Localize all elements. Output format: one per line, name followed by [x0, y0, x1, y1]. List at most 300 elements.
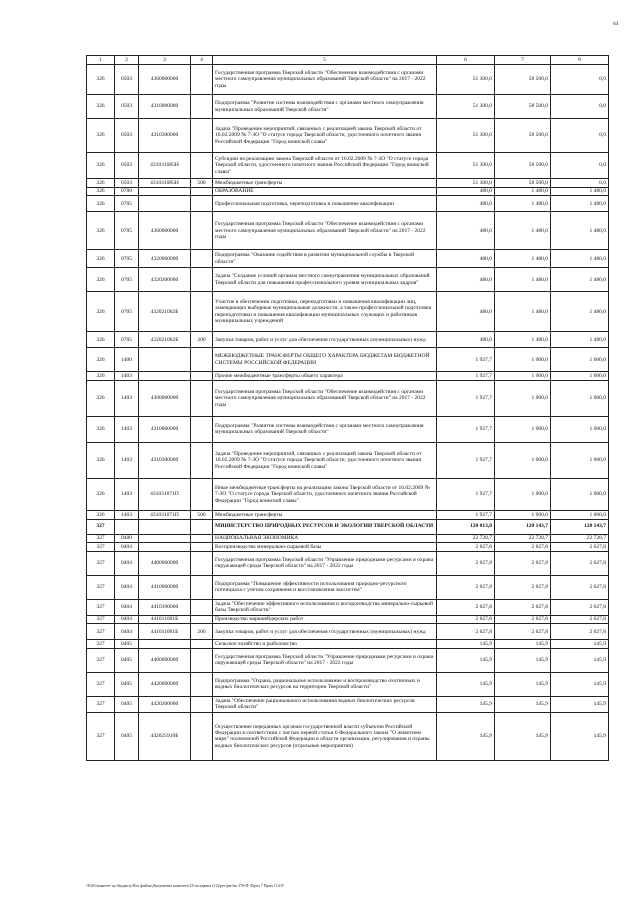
description-cell: Подпрограмма "Развитие системы взаимодействия с органами местного самоуправления муниципальных образований Тверской области"	[213, 416, 437, 442]
column-header: 2	[115, 56, 139, 65]
footer-file-path: \\Fs01\комитет по бюджету\Все файлы\Документы комитета\18 заседание (12)\рег\рег\на 376-П-\Прил 7 Прил 11\СР	[86, 883, 284, 888]
budget-table	[86, 55, 609, 761]
target-article-cell	[139, 519, 191, 534]
page-number: 64	[613, 22, 618, 27]
description-cell: Межбюджетные трансферты	[213, 179, 437, 188]
amount-2020-cell: 58 500,0	[495, 119, 551, 153]
description-cell: Задача "Обеспечение рационального использования водных биологических ресурсов Тверской области"	[213, 696, 437, 712]
section-code-cell: 0503	[115, 153, 139, 179]
amount-2020-cell: 1 000,0	[495, 348, 551, 372]
description-cell: Осуществление переданных органам государственной власти субъектов Российской Федерации в соответствии с частью первой статьи 6 Федерального закона "О животном мире" полномочий Российской Федерации в области организации, регулирования и охраны водных биологических ресурсов (отдельные мероприятия)	[213, 712, 437, 760]
amount-2019-cell: 145,9	[437, 672, 495, 696]
expense-type-cell	[191, 187, 213, 196]
table-row	[87, 95, 609, 119]
description-cell: Подпрограмма "Оказание содействия в развитии муниципальной службы в Тверской области"	[213, 250, 437, 268]
description-cell: Сельское хозяйство и рыболовство	[213, 640, 437, 649]
ministry-code-cell: 326	[87, 372, 115, 381]
target-article-cell: 4420000000	[139, 672, 191, 696]
target-article-cell: 441011001Б	[139, 615, 191, 624]
target-article-cell	[139, 348, 191, 372]
ministry-code-cell: 326	[87, 119, 115, 153]
amount-2021-cell: 1 000,0	[551, 442, 609, 478]
description-cell: Государственная программа Тверской области "Обеспечение взаимодействия с органами местного самоуправления муниципальных образований Тверской области" на 2017 - 2022 годы	[213, 212, 437, 250]
amount-2021-cell: 1 480,0	[551, 212, 609, 250]
amount-2021-cell: 2 627,8	[551, 615, 609, 624]
column-header: 8	[551, 56, 609, 65]
column-header: 7	[495, 56, 551, 65]
section-code-cell: 0405	[115, 696, 139, 712]
amount-2019-cell: 480,0	[437, 196, 495, 212]
amount-2019-cell: 51 300,0	[437, 95, 495, 119]
column-header: 4	[191, 56, 213, 65]
table-row	[87, 250, 609, 268]
table-row	[87, 599, 609, 615]
amount-2020-cell: 58 500,0	[495, 179, 551, 188]
amount-2021-cell: 1 480,0	[551, 187, 609, 196]
amount-2019-cell: 51 300,0	[437, 179, 495, 188]
amount-2021-cell: 1 000,0	[551, 478, 609, 510]
expense-type-cell	[191, 212, 213, 250]
ministry-code-cell: 327	[87, 599, 115, 615]
expense-type-cell	[191, 372, 213, 381]
amount-2020-cell: 1 480,0	[495, 268, 551, 292]
amount-2020-cell: 1 000,0	[495, 372, 551, 381]
target-article-cell: 4400000000	[139, 551, 191, 575]
amount-2020-cell: 2 627,8	[495, 575, 551, 599]
amount-2019-cell: 1 927,7	[437, 510, 495, 519]
section-code-cell: 0404	[115, 599, 139, 615]
amount-2020-cell: 145,9	[495, 648, 551, 672]
expense-type-cell	[191, 348, 213, 372]
column-header: 1	[87, 56, 115, 65]
expense-type-cell	[191, 442, 213, 478]
amount-2021-cell: 0,0	[551, 179, 609, 188]
amount-2019-cell: 480,0	[437, 250, 495, 268]
table-row	[87, 65, 609, 95]
table-row	[87, 292, 609, 332]
expense-type-cell	[191, 380, 213, 416]
amount-2019-cell: 1 927,7	[437, 348, 495, 372]
section-code-cell: 1403	[115, 442, 139, 478]
description-cell: Субсидии на реализацию закона Тверской области от 16.02.2009 № 7-ЗО "О статусе города Тверской области, удостоенного почетного звания Российской Федерации "Город воинской славы"	[213, 153, 437, 179]
expense-type-cell	[191, 672, 213, 696]
ministry-code-cell: 326	[87, 153, 115, 179]
amount-2019-cell: 1 927,7	[437, 416, 495, 442]
amount-2021-cell: 145,9	[551, 648, 609, 672]
expense-type-cell	[191, 648, 213, 672]
ministry-code-cell: 326	[87, 250, 115, 268]
description-cell: МЕЖБЮДЖЕТНЫЕ ТРАНСФЕРТЫ ОБЩЕГО ХАРАКТЕРА БЮДЖЕТАМ БЮДЖЕТНОЙ СИСТЕМЫ РОССИЙСКОЙ ФЕДЕРАЦИИ	[213, 348, 437, 372]
table-row	[87, 519, 609, 534]
table-row	[87, 624, 609, 640]
amount-2020-cell: 1 000,0	[495, 416, 551, 442]
amount-2021-cell: 1 480,0	[551, 268, 609, 292]
table-row	[87, 348, 609, 372]
ministry-code-cell: 326	[87, 416, 115, 442]
expense-type-cell	[191, 95, 213, 119]
table-row	[87, 153, 609, 179]
section-code-cell: 0400	[115, 534, 139, 543]
description-cell: Государственная программа Тверской области "Управление природными ресурсами и охрана окружающей среды Тверской области" на 2017 - 2022 годы	[213, 551, 437, 575]
amount-2019-cell: 145,9	[437, 648, 495, 672]
target-article-cell	[139, 543, 191, 552]
target-article-cell: 4310000000	[139, 416, 191, 442]
target-article-cell: 431031071П	[139, 510, 191, 519]
amount-2019-cell: 51 300,0	[437, 65, 495, 95]
amount-2019-cell: 480,0	[437, 292, 495, 332]
description-cell: Задача "Проведение мероприятий, связанных с реализацией закона Тверской области от 16.02.2009 № 7-ЗО "О статусе города Тверской области, удостоенного почетного звания Российской Федерации "Город воинской славы"	[213, 442, 437, 478]
target-article-cell: 4300000000	[139, 380, 191, 416]
amount-2021-cell: 1 000,0	[551, 348, 609, 372]
expense-type-cell	[191, 615, 213, 624]
target-article-cell: 4300000000	[139, 212, 191, 250]
ministry-code-cell: 326	[87, 510, 115, 519]
amount-2020-cell: 2 627,8	[495, 624, 551, 640]
section-code-cell: 0705	[115, 250, 139, 268]
description-cell: Государственная программа Тверской области "Обеспечение взаимодействия с органами местного самоуправления муниципальных образований Тверской области" на 2017 - 2022 годы	[213, 380, 437, 416]
target-article-cell: 4420200000	[139, 696, 191, 712]
expense-type-cell	[191, 250, 213, 268]
amount-2020-cell: 145,9	[495, 696, 551, 712]
expense-type-cell	[191, 196, 213, 212]
section-code-cell: 0705	[115, 196, 139, 212]
amount-2021-cell: 1 000,0	[551, 372, 609, 381]
target-article-cell: 4310300000	[139, 119, 191, 153]
amount-2021-cell: 1 000,0	[551, 380, 609, 416]
target-article-cell: 432021062Б	[139, 332, 191, 348]
amount-2020-cell: 2 627,8	[495, 615, 551, 624]
description-cell: НАЦИОНАЛЬНАЯ ЭКОНОМИКА	[213, 534, 437, 543]
amount-2019-cell: 145,9	[437, 712, 495, 760]
section-code-cell	[115, 519, 139, 534]
section-code-cell: 1403	[115, 510, 139, 519]
column-header: 3	[139, 56, 191, 65]
description-cell: Участие в обеспечении подготовки, переподготовки и повышения квалификации лиц, замещающих выборные муниципальные должности, а также профессиональной подготовки переподготовки и повышения квалификации муниципальных служащих и работников муниципальных учреждений	[213, 292, 437, 332]
target-article-cell: 431031085Н	[139, 179, 191, 188]
amount-2019-cell: 22 728,7	[437, 534, 495, 543]
amount-2021-cell: 2 627,8	[551, 599, 609, 615]
amount-2019-cell: 1 927,7	[437, 380, 495, 416]
section-code-cell: 0705	[115, 292, 139, 332]
table-row	[87, 712, 609, 760]
ministry-code-cell: 327	[87, 519, 115, 534]
table-row	[87, 640, 609, 649]
description-cell: Межбюджетные трансферты	[213, 510, 437, 519]
target-article-cell: 4300000000	[139, 65, 191, 95]
ministry-code-cell: 326	[87, 380, 115, 416]
description-cell: Закупка товаров, работ и услуг для обеспечения государственных (муниципальных) нужд	[213, 624, 437, 640]
ministry-code-cell: 327	[87, 615, 115, 624]
amount-2020-cell: 58 500,0	[495, 65, 551, 95]
table-row	[87, 268, 609, 292]
section-code-cell: 0705	[115, 332, 139, 348]
amount-2020-cell: 1 480,0	[495, 196, 551, 212]
expense-type-cell	[191, 543, 213, 552]
amount-2019-cell: 1 927,7	[437, 442, 495, 478]
section-code-cell: 1403	[115, 380, 139, 416]
description-cell: Государственная программа Тверской области "Управление природными ресурсами и охрана окружающей среды Тверской области" на 2017 - 2022 годы	[213, 648, 437, 672]
amount-2019-cell: 1 927,7	[437, 372, 495, 381]
section-code-cell: 0404	[115, 624, 139, 640]
amount-2019-cell: 2 627,8	[437, 599, 495, 615]
table-row	[87, 212, 609, 250]
ministry-code-cell: 327	[87, 534, 115, 543]
amount-2020-cell: 2 627,8	[495, 599, 551, 615]
table-row	[87, 510, 609, 519]
amount-2019-cell: 51 300,0	[437, 119, 495, 153]
amount-2020-cell: 120 143,7	[495, 519, 551, 534]
amount-2021-cell: 1 000,0	[551, 510, 609, 519]
description-cell: Подпрограмма "Развитие системы взаимодействия с органами местного самоуправления муниципальных образований Тверской области"	[213, 95, 437, 119]
amount-2020-cell: 58 500,0	[495, 153, 551, 179]
amount-2020-cell: 2 627,8	[495, 551, 551, 575]
section-code-cell: 0503	[115, 65, 139, 95]
ministry-code-cell: 326	[87, 348, 115, 372]
description-cell: Производство маркшейдерских работ	[213, 615, 437, 624]
table-row	[87, 534, 609, 543]
amount-2021-cell: 1 480,0	[551, 292, 609, 332]
table-row	[87, 575, 609, 599]
amount-2019-cell: 480,0	[437, 332, 495, 348]
target-article-cell: 4320200000	[139, 268, 191, 292]
amount-2021-cell: 145,9	[551, 672, 609, 696]
ministry-code-cell: 326	[87, 442, 115, 478]
ministry-code-cell: 327	[87, 543, 115, 552]
expense-type-cell	[191, 712, 213, 760]
table-row	[87, 615, 609, 624]
description-cell: Прочие межбюджетные трансферты общего характера	[213, 372, 437, 381]
table-row	[87, 416, 609, 442]
expense-type-cell	[191, 519, 213, 534]
amount-2019-cell: 120 013,0	[437, 519, 495, 534]
section-code-cell: 1403	[115, 478, 139, 510]
section-code-cell: 0700	[115, 187, 139, 196]
ministry-code-cell: 327	[87, 624, 115, 640]
amount-2021-cell: 120 143,7	[551, 519, 609, 534]
expense-type-cell	[191, 268, 213, 292]
ministry-code-cell: 327	[87, 672, 115, 696]
target-article-cell: 4400000000	[139, 648, 191, 672]
amount-2020-cell: 1 480,0	[495, 250, 551, 268]
section-code-cell: 0404	[115, 551, 139, 575]
amount-2019-cell: 145,9	[437, 696, 495, 712]
amount-2021-cell: 1 000,0	[551, 416, 609, 442]
table-row	[87, 196, 609, 212]
section-code-cell: 0404	[115, 575, 139, 599]
description-cell: Закупка товаров, работ и услуг для обеспечения государственных (муниципальных) нужд	[213, 332, 437, 348]
target-article-cell	[139, 534, 191, 543]
section-code-cell: 1400	[115, 348, 139, 372]
amount-2020-cell: 58 500,0	[495, 95, 551, 119]
expense-type-cell	[191, 416, 213, 442]
section-code-cell: 0405	[115, 648, 139, 672]
amount-2020-cell: 1 480,0	[495, 212, 551, 250]
section-code-cell: 0503	[115, 179, 139, 188]
target-article-cell: 442025910Б	[139, 712, 191, 760]
description-cell: Государственная программа Тверской области "Обеспечение взаимодействия с органами местного самоуправления муниципальных образований Тверской области" на 2017 - 2022 годы	[213, 65, 437, 95]
amount-2019-cell: 2 627,8	[437, 575, 495, 599]
expense-type-cell: 200	[191, 332, 213, 348]
amount-2019-cell: 480,0	[437, 187, 495, 196]
amount-2021-cell: 145,9	[551, 712, 609, 760]
amount-2021-cell: 1 480,0	[551, 196, 609, 212]
amount-2020-cell: 145,9	[495, 672, 551, 696]
description-cell: Задача "Создание условий органам местного самоуправления муниципальных образований Тверской области для повышения профессионального уровня муниципальных кадров"	[213, 268, 437, 292]
table-row	[87, 332, 609, 348]
amount-2020-cell: 145,9	[495, 640, 551, 649]
amount-2019-cell: 480,0	[437, 268, 495, 292]
description-cell: Задача "Обеспечение эффективного использования и воспроизводства минерально-сырьевой базы Тверской области"	[213, 599, 437, 615]
expense-type-cell	[191, 119, 213, 153]
target-article-cell: 4310300000	[139, 442, 191, 478]
amount-2019-cell: 480,0	[437, 212, 495, 250]
amount-2019-cell: 2 627,8	[437, 615, 495, 624]
amount-2021-cell: 22 728,7	[551, 534, 609, 543]
expense-type-cell	[191, 534, 213, 543]
description-cell: Подпрограмма "Повышение эффективности использования природно-ресурсного потенциала с учетом сохранения и восстановления экосистем"	[213, 575, 437, 599]
ministry-code-cell: 326	[87, 292, 115, 332]
table-row	[87, 119, 609, 153]
section-code-cell: 1403	[115, 372, 139, 381]
amount-2021-cell: 0,0	[551, 119, 609, 153]
amount-2020-cell: 1 480,0	[495, 332, 551, 348]
description-cell: Воспроизводство минерально-сырьевой базы	[213, 543, 437, 552]
amount-2021-cell: 1 480,0	[551, 250, 609, 268]
expense-type-cell: 200	[191, 624, 213, 640]
ministry-code-cell: 327	[87, 640, 115, 649]
table-row	[87, 551, 609, 575]
table-row	[87, 696, 609, 712]
amount-2020-cell: 1 000,0	[495, 478, 551, 510]
amount-2020-cell: 1 000,0	[495, 380, 551, 416]
target-article-cell	[139, 372, 191, 381]
section-code-cell: 0503	[115, 119, 139, 153]
table-body	[87, 65, 609, 761]
amount-2020-cell: 145,9	[495, 712, 551, 760]
expense-type-cell	[191, 292, 213, 332]
table-row	[87, 543, 609, 552]
section-code-cell: 0705	[115, 212, 139, 250]
ministry-code-cell: 327	[87, 712, 115, 760]
description-cell: МИНИСТЕРСТВО ПРИРОДНЫХ РЕСУРСОВ И ЭКОЛОГИИ ТВЕРСКОЙ ОБЛАСТИ	[213, 519, 437, 534]
column-header: 6	[437, 56, 495, 65]
amount-2019-cell: 1 927,7	[437, 478, 495, 510]
amount-2021-cell: 0,0	[551, 65, 609, 95]
section-code-cell: 0405	[115, 640, 139, 649]
section-code-cell: 1403	[115, 416, 139, 442]
target-article-cell	[139, 187, 191, 196]
target-article-cell: 432021062Б	[139, 292, 191, 332]
expense-type-cell: 500	[191, 179, 213, 188]
target-article-cell: 441011001Б	[139, 624, 191, 640]
amount-2020-cell: 1 480,0	[495, 292, 551, 332]
expense-type-cell	[191, 640, 213, 649]
ministry-code-cell: 326	[87, 212, 115, 250]
expense-type-cell	[191, 599, 213, 615]
ministry-code-cell: 327	[87, 575, 115, 599]
ministry-code-cell: 326	[87, 478, 115, 510]
ministry-code-cell: 327	[87, 648, 115, 672]
expense-type-cell	[191, 575, 213, 599]
ministry-code-cell: 327	[87, 696, 115, 712]
amount-2021-cell: 2 627,8	[551, 551, 609, 575]
expense-type-cell	[191, 478, 213, 510]
target-article-cell: 431031071П	[139, 478, 191, 510]
amount-2021-cell: 2 627,8	[551, 575, 609, 599]
amount-2019-cell: 51 300,0	[437, 153, 495, 179]
amount-2020-cell: 1 480,0	[495, 187, 551, 196]
section-code-cell: 0503	[115, 95, 139, 119]
section-code-cell: 0404	[115, 543, 139, 552]
table-row	[87, 442, 609, 478]
amount-2019-cell: 2 627,8	[437, 624, 495, 640]
expense-type-cell	[191, 696, 213, 712]
header-row	[87, 56, 609, 65]
ministry-code-cell: 327	[87, 551, 115, 575]
section-code-cell: 0405	[115, 672, 139, 696]
table-row	[87, 179, 609, 188]
amount-2021-cell: 1 480,0	[551, 332, 609, 348]
target-article-cell: 431031085Н	[139, 153, 191, 179]
ministry-code-cell: 326	[87, 196, 115, 212]
description-cell: Иные межбюджетные трансферты на реализацию закона Тверской области от 16.02.2009 № 7-ЗО "О статусе города Тверской области, удостоенного почетного звания Российской Федерации "Город воинской славы"	[213, 478, 437, 510]
amount-2021-cell: 2 627,8	[551, 624, 609, 640]
ministry-code-cell: 326	[87, 332, 115, 348]
description-cell: ОБРАЗОВАНИЕ	[213, 187, 437, 196]
expense-type-cell: 500	[191, 510, 213, 519]
ministry-code-cell: 326	[87, 268, 115, 292]
table-row	[87, 478, 609, 510]
section-code-cell: 0705	[115, 268, 139, 292]
amount-2021-cell: 145,9	[551, 696, 609, 712]
amount-2021-cell: 0,0	[551, 95, 609, 119]
table-row	[87, 187, 609, 196]
amount-2020-cell: 1 000,0	[495, 442, 551, 478]
amount-2021-cell: 145,9	[551, 640, 609, 649]
amount-2021-cell: 0,0	[551, 153, 609, 179]
table-row	[87, 380, 609, 416]
target-article-cell	[139, 640, 191, 649]
amount-2019-cell: 2 627,8	[437, 543, 495, 552]
amount-2019-cell: 145,9	[437, 640, 495, 649]
amount-2019-cell: 2 627,8	[437, 551, 495, 575]
amount-2021-cell: 2 627,8	[551, 543, 609, 552]
target-article-cell: 4320000000	[139, 250, 191, 268]
ministry-code-cell: 326	[87, 179, 115, 188]
table-row	[87, 672, 609, 696]
target-article-cell	[139, 196, 191, 212]
table-row	[87, 372, 609, 381]
description-cell: Профессиональная подготовка, переподготовка и повышение квалификации	[213, 196, 437, 212]
expense-type-cell	[191, 153, 213, 179]
ministry-code-cell: 326	[87, 95, 115, 119]
column-header: 5	[213, 56, 437, 65]
amount-2020-cell: 22 728,7	[495, 534, 551, 543]
expense-type-cell	[191, 65, 213, 95]
section-code-cell: 0404	[115, 615, 139, 624]
table-row	[87, 648, 609, 672]
target-article-cell: 4410000000	[139, 575, 191, 599]
ministry-code-cell: 326	[87, 65, 115, 95]
amount-2020-cell: 1 000,0	[495, 510, 551, 519]
description-cell: Задача "Проведение мероприятий, связанных с реализацией закона Тверской области от 16.02.2009 № 7-ЗО "О статусе города Тверской области, удостоенного почетного звания Российской Федерации "Город воинской славы"	[213, 119, 437, 153]
description-cell: Подпрограмма "Охрана, рациональное использование и воспроизводство охотничьих и водных биологических ресурсов на территории Тверской области"	[213, 672, 437, 696]
ministry-code-cell: 326	[87, 187, 115, 196]
expense-type-cell	[191, 551, 213, 575]
section-code-cell: 0405	[115, 712, 139, 760]
amount-2020-cell: 2 627,8	[495, 543, 551, 552]
target-article-cell: 4410100000	[139, 599, 191, 615]
